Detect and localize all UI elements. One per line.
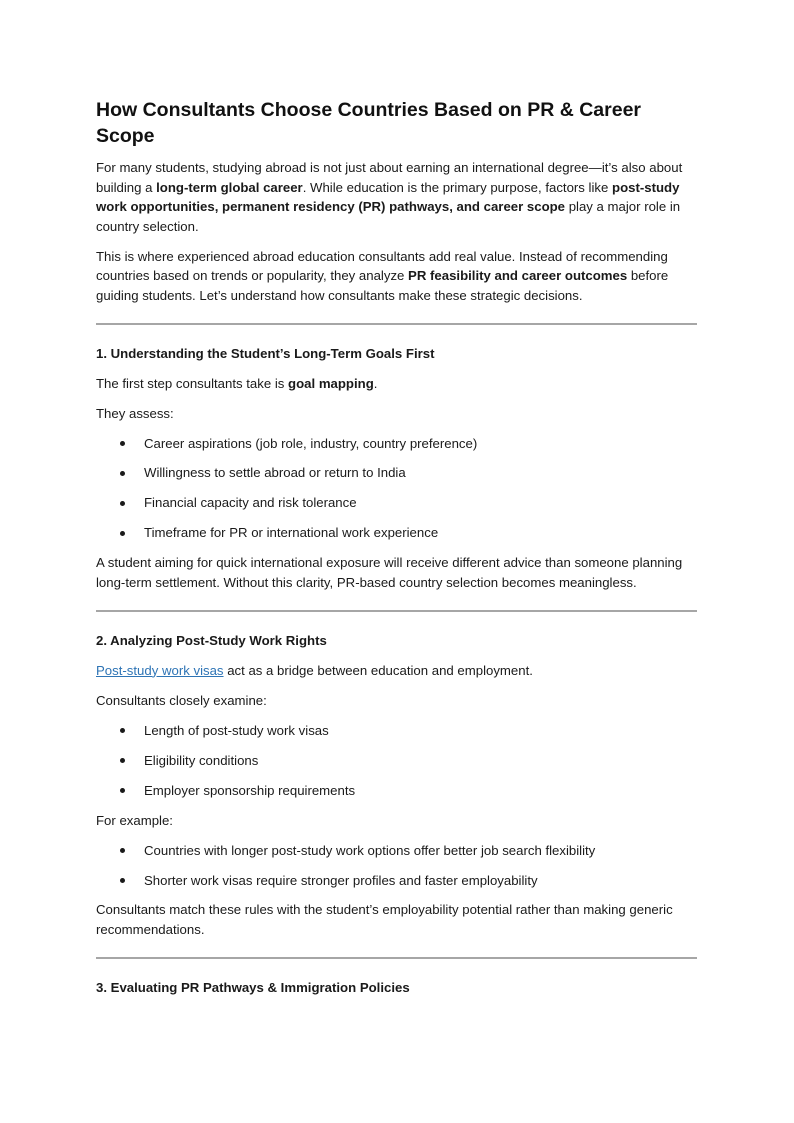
list-item: Willingness to settle abroad or return to India	[96, 463, 700, 483]
section-2-paragraph-4: Consultants match these rules with the student’s employability potential rather than making generic recommendations.	[96, 902, 673, 938]
paragraph-text: .	[373, 375, 378, 391]
divider	[96, 957, 697, 959]
post-study-work-visas-link[interactable]: Post-study work visas	[96, 662, 224, 678]
paragraph-text: act as a bridge between education and employment.	[223, 662, 533, 678]
intro-text: play a major role in country selection.	[96, 199, 681, 234]
section-2-paragraph-1	[96, 661, 700, 681]
list-item: Timeframe for PR or international work experience	[96, 523, 700, 543]
list-item: Countries with longer post-study work options offer better job search flexibility	[96, 841, 700, 861]
intro-bold: post-study work opportunities, permanent residency (PR) pathways, and career scope	[96, 179, 680, 215]
section-2-list	[96, 721, 700, 801]
list-item: Employer sponsorship requirements	[96, 781, 700, 801]
section-1-paragraph-3: A student aiming for quick international exposure will receive different advice than someone planning long-term settlement. Without this clarity, PR-based country selection becomes meaningless.	[96, 555, 683, 591]
section-1-list	[96, 434, 700, 544]
list-item: Career aspirations (job role, industry, country preference)	[96, 434, 700, 454]
list-item: Shorter work visas require stronger profiles and faster employability	[96, 871, 700, 891]
list-item: Eligibility conditions	[96, 751, 700, 771]
section-1-paragraph-2: They assess:	[96, 405, 174, 421]
intro-text: . While education is the primary purpose, factors like	[302, 179, 613, 195]
section-3-heading: 3. Evaluating PR Pathways & Immigration Policies	[96, 979, 410, 995]
intro-text: before guiding students. Let’s understand how consultants make these strategic decisions.	[96, 268, 669, 303]
paragraph-text: The first step consultants take is	[96, 375, 289, 391]
intro-paragraph-2	[96, 247, 700, 306]
section-2-heading: 2. Analyzing Post-Study Work Rights	[96, 632, 327, 648]
page-title: How Consultants Choose Countries Based on PR & Career Scope	[96, 99, 642, 147]
divider	[96, 323, 697, 325]
document-page	[96, 88, 700, 1008]
intro-bold: PR feasibility and career outcomes	[408, 268, 628, 284]
section-1-heading: 1. Understanding the Student’s Long-Term Goals First	[96, 345, 435, 361]
divider	[96, 610, 697, 612]
intro-text: For many students, studying abroad is not just about earning an international degree—it’s also about building a	[96, 160, 683, 195]
list-item: Length of post-study work visas	[96, 721, 700, 741]
intro-paragraph-1	[96, 158, 700, 236]
section-1-paragraph-1	[96, 374, 700, 394]
section-2-example-list	[96, 841, 700, 891]
intro-text: This is where experienced abroad education consultants add real value. Instead of recommending countries based on trends or popularity, they analyze	[96, 248, 668, 284]
paragraph-bold: goal mapping	[288, 375, 374, 391]
list-item: Financial capacity and risk tolerance	[96, 493, 700, 513]
section-2-paragraph-3: For example:	[96, 812, 173, 828]
section-2-paragraph-2: Consultants closely examine:	[96, 692, 267, 708]
intro-bold: long-term global career	[156, 179, 303, 195]
